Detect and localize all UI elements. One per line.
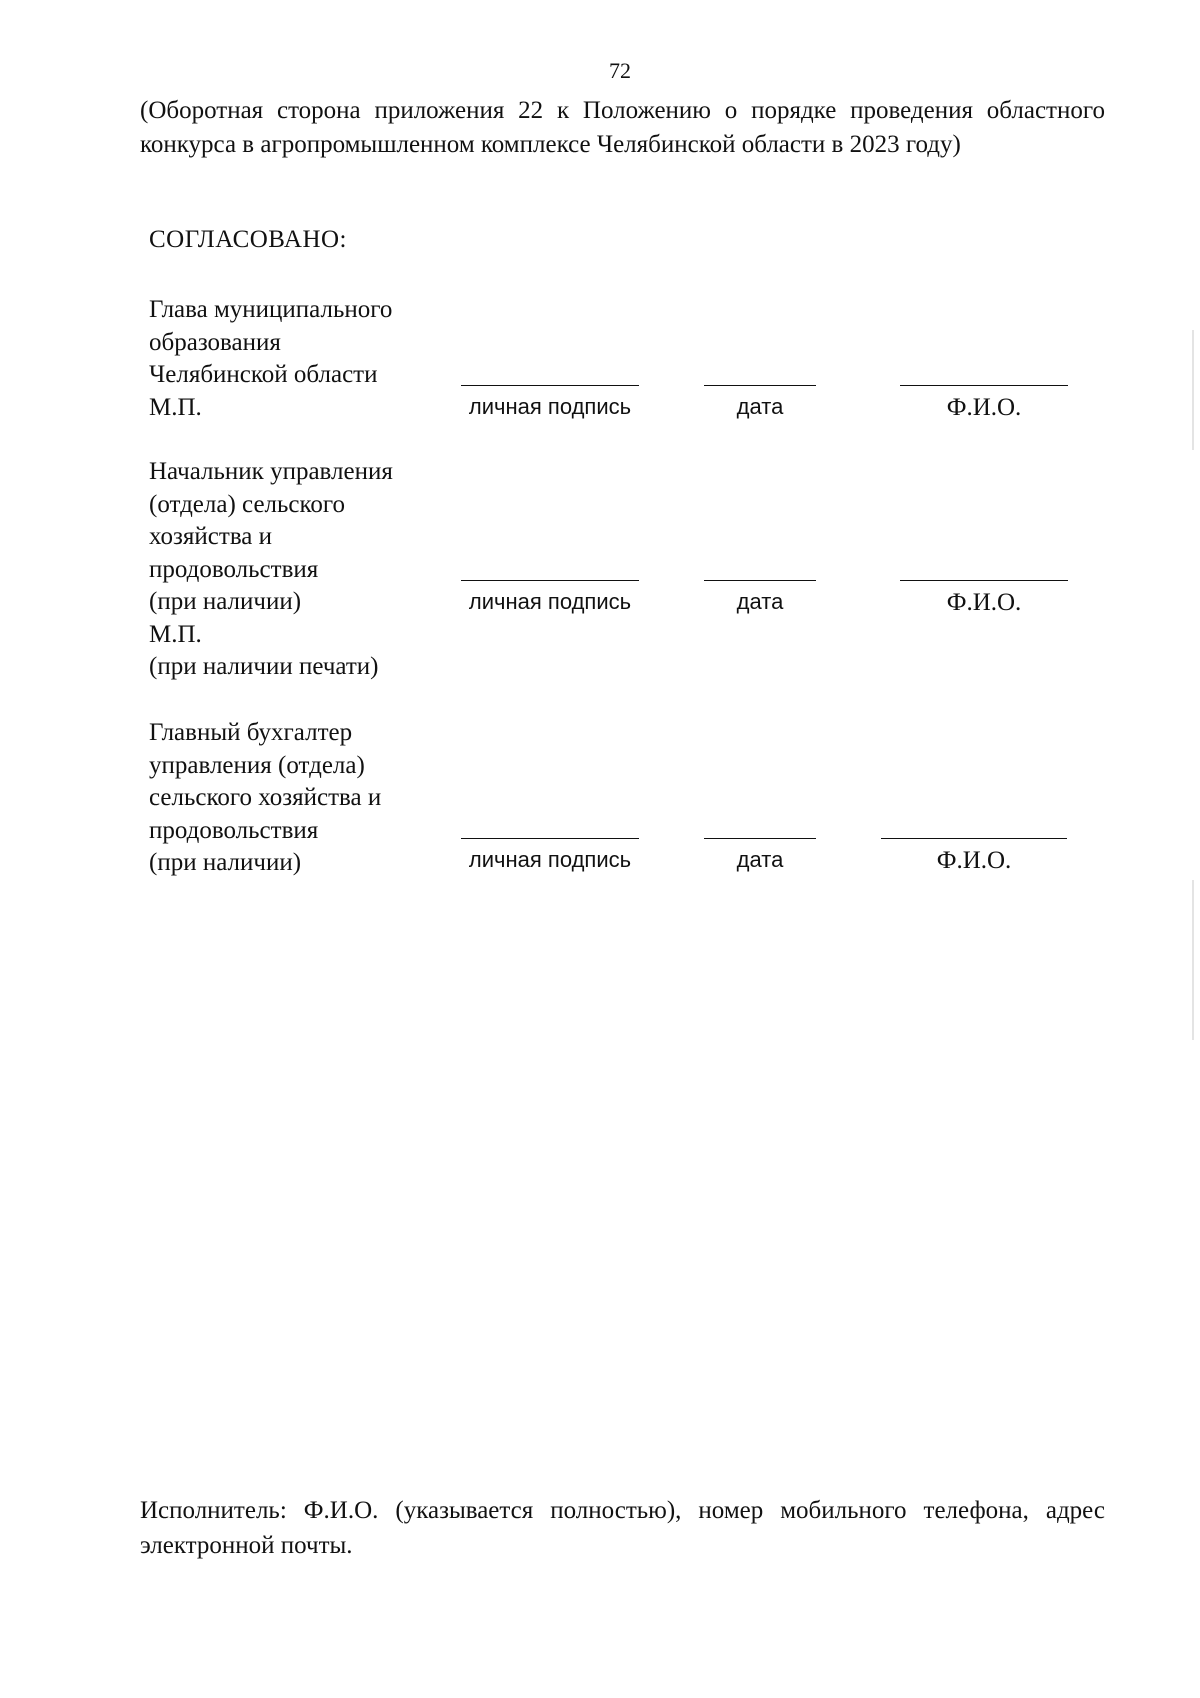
- scan-artifact: [1192, 330, 1194, 450]
- signatory-title: Начальник управления (отдела) сельского хозяйства и продовольствия (при наличии) М.П. (при наличии печати): [149, 458, 393, 680]
- signature-label: личная подпись: [468, 394, 632, 419]
- date-line: [704, 838, 816, 839]
- fio-field: [898, 580, 1070, 617]
- signature-block-department: [149, 456, 459, 684]
- fio-field: [878, 838, 1070, 875]
- signature-label: личная подпись: [468, 847, 632, 872]
- scan-artifact: [1192, 880, 1194, 1040]
- date-line: [704, 385, 816, 386]
- signature-field: [455, 580, 645, 615]
- executor-note: Исполнитель: Ф.И.О. (указывается полностью), номер мобильного телефона, адрес электронной почты.: [140, 1497, 1105, 1559]
- signature-block-head: [149, 294, 459, 424]
- date-field: [700, 838, 820, 873]
- date-field: [700, 580, 820, 615]
- fio-line: [900, 385, 1068, 386]
- fio-label: Ф.И.О.: [936, 847, 1012, 874]
- fio-label: Ф.И.О.: [946, 394, 1022, 421]
- date-label: дата: [736, 394, 784, 419]
- signature-block-accountant: [149, 717, 459, 880]
- approved-heading: СОГЛАСОВАНО:: [149, 226, 348, 253]
- signature-line: [461, 385, 639, 386]
- fio-line: [881, 838, 1067, 839]
- date-label: дата: [736, 589, 784, 614]
- signature-line: [461, 838, 639, 839]
- fio-line: [900, 580, 1068, 581]
- fio-label: Ф.И.О.: [946, 589, 1022, 616]
- date-field: [700, 385, 820, 420]
- signature-field: [455, 385, 645, 420]
- signatory-title: Главный бухгалтер управления (отдела) сельского хозяйства и продовольствия (при наличии): [149, 719, 382, 876]
- signatory-title: Глава муниципального образования Челябинской области М.П.: [149, 296, 393, 421]
- signature-label: личная подпись: [468, 589, 632, 614]
- date-line: [704, 580, 816, 581]
- signature-field: [455, 838, 645, 873]
- signature-line: [461, 580, 639, 581]
- page-number: 72: [609, 58, 631, 83]
- fio-field: [898, 385, 1070, 422]
- date-label: дата: [736, 847, 784, 872]
- document-header: (Оборотная сторона приложения 22 к Положению о порядке проведения областного конкурса в агропромышленном комплексе Челябинской области в 2023 году): [140, 97, 1105, 158]
